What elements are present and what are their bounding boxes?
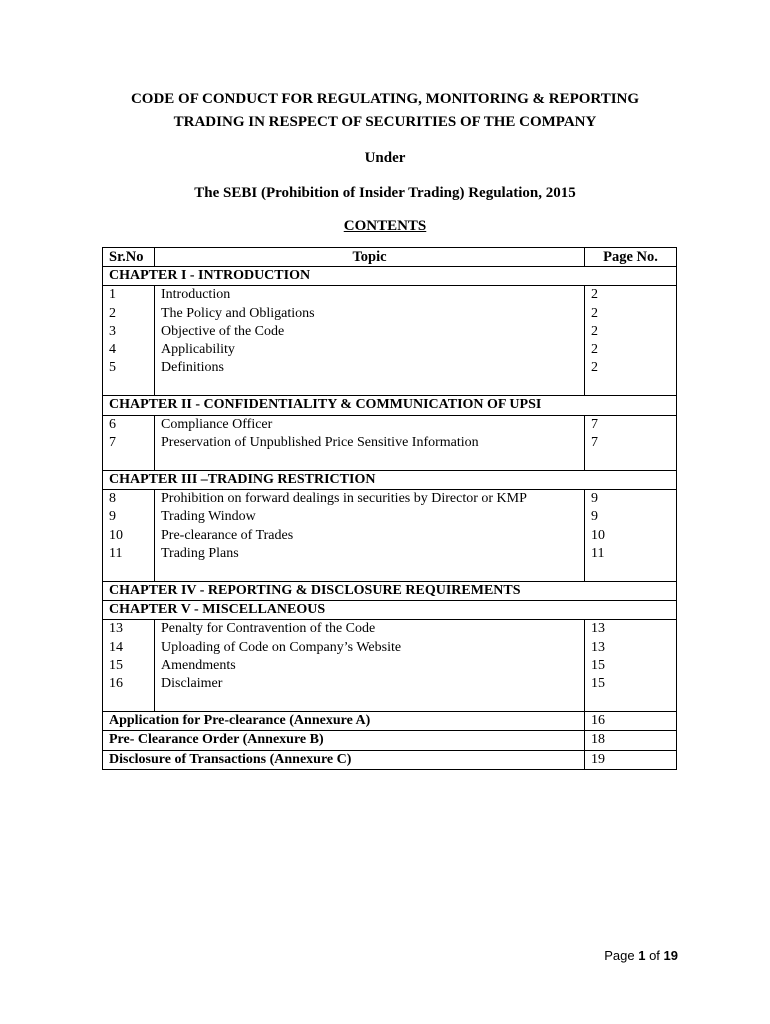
topic-item: Applicability	[161, 342, 235, 358]
topic-item: Prohibition on forward dealings in securities by Director or KMP	[161, 491, 527, 507]
topic-item: Disclaimer	[161, 676, 223, 692]
page-number: 11	[591, 545, 605, 561]
document-title-line-2: TRADING IN RESPECT OF SECURITIES OF THE COMPANY	[173, 114, 597, 130]
page-number: 2	[591, 305, 598, 321]
chapter-title: CHAPTER II - CONFIDENTIALITY & COMMUNICATION OF UPSI	[103, 396, 677, 415]
annexure-title: Disclosure of Transactions (Annexure C)	[103, 750, 585, 769]
header-topic: Topic	[155, 248, 585, 267]
sr-no: 5	[109, 360, 116, 376]
sr-no: 15	[109, 657, 123, 673]
chapter-row	[103, 267, 677, 286]
sr-no: 4	[109, 342, 116, 358]
page-number: 15	[591, 676, 605, 692]
sr-no: 16	[109, 676, 123, 692]
annexure-page: 19	[585, 750, 677, 769]
annexure-page: 16	[585, 712, 677, 731]
chapter-items-row	[103, 490, 677, 582]
table-header-row	[103, 248, 677, 267]
chapter-row	[103, 471, 677, 490]
topic-cell	[155, 620, 585, 712]
sr-no-cell	[103, 286, 155, 396]
page-number: 2	[591, 323, 598, 339]
annexure-row	[103, 712, 677, 731]
chapter-items-row	[103, 620, 677, 712]
page-number: 10	[591, 527, 605, 543]
topic-cell	[155, 415, 585, 470]
page-number: 2	[591, 360, 598, 376]
sr-no: 7	[109, 434, 116, 450]
page-number: 9	[591, 491, 598, 507]
topic-item: The Policy and Obligations	[161, 305, 315, 321]
chapter-row	[103, 582, 677, 601]
page-number: 15	[591, 657, 605, 673]
chapter-row	[103, 601, 677, 620]
sr-no: 10	[109, 527, 123, 543]
chapter-title: CHAPTER I - INTRODUCTION	[103, 267, 677, 286]
page-number: 7	[591, 434, 598, 450]
page-number: 7	[591, 416, 598, 432]
topic-item: Uploading of Code on Company’s Website	[161, 639, 402, 655]
page-number: 2	[591, 342, 598, 358]
sr-no-cell	[103, 620, 155, 712]
topic-item: Pre-clearance of Trades	[161, 527, 294, 543]
chapter-items-row	[103, 415, 677, 470]
footer-total-pages: 19	[663, 948, 678, 963]
sr-no: 6	[109, 416, 116, 432]
topic-item: Trading Plans	[161, 545, 239, 561]
contents-heading: CONTENTS	[343, 218, 427, 234]
topic-item: Penalty for Contravention of the Code	[161, 621, 376, 637]
regulation-title: The SEBI (Prohibition of Insider Trading) Regulation, 2015	[194, 185, 576, 201]
annexure-row	[103, 731, 677, 750]
sr-no: 1	[109, 287, 116, 303]
topic-cell	[155, 286, 585, 396]
annexure-page: 18	[585, 731, 677, 750]
footer-current-page: 1	[638, 948, 646, 963]
page-cell	[585, 286, 677, 396]
annexure-title: Pre- Clearance Order (Annexure B)	[103, 731, 585, 750]
page-number: 9	[591, 509, 598, 525]
page-footer	[0, 948, 678, 963]
contents-body	[103, 267, 677, 770]
chapter-title: CHAPTER III –TRADING RESTRICTION	[103, 471, 677, 490]
topic-item: Preservation of Unpublished Price Sensitive Information	[161, 434, 479, 450]
chapter-items-row	[103, 286, 677, 396]
sr-no-cell	[103, 415, 155, 470]
sr-no: 13	[109, 621, 123, 637]
chapter-row	[103, 396, 677, 415]
page-number: 2	[591, 287, 598, 303]
annexure-title: Application for Pre-clearance (Annexure A)	[103, 712, 585, 731]
topic-item: Amendments	[161, 657, 236, 673]
sr-no: 3	[109, 323, 116, 339]
annexure-row	[103, 750, 677, 769]
page-number: 13	[591, 639, 605, 655]
sr-no: 14	[109, 639, 123, 655]
topic-item: Compliance Officer	[161, 416, 273, 432]
page-number: 13	[591, 621, 605, 637]
header-page-no: Page No.	[585, 248, 677, 267]
page-cell	[585, 415, 677, 470]
chapter-title: CHAPTER IV - REPORTING & DISCLOSURE REQUIREMENTS	[103, 582, 677, 601]
sr-no-cell	[103, 490, 155, 582]
footer-page-word: Page	[604, 948, 635, 963]
topic-item: Objective of the Code	[161, 323, 285, 339]
topic-item: Introduction	[161, 287, 231, 303]
document-title-line-1: CODE OF CONDUCT FOR REGULATING, MONITORING & REPORTING	[130, 91, 640, 107]
topic-item: Trading Window	[161, 509, 256, 525]
chapter-title: CHAPTER V - MISCELLANEOUS	[103, 601, 677, 620]
sr-no: 11	[109, 545, 123, 561]
footer-of-word: of	[649, 948, 660, 963]
page-cell	[585, 620, 677, 712]
page-cell	[585, 490, 677, 582]
sr-no: 8	[109, 491, 116, 507]
contents-table	[102, 247, 677, 770]
sr-no: 2	[109, 305, 116, 321]
header-sr-no: Sr.No	[103, 248, 155, 267]
topic-cell	[155, 490, 585, 582]
sr-no: 9	[109, 509, 116, 525]
under-label: Under	[364, 150, 406, 166]
topic-item: Definitions	[161, 360, 224, 376]
